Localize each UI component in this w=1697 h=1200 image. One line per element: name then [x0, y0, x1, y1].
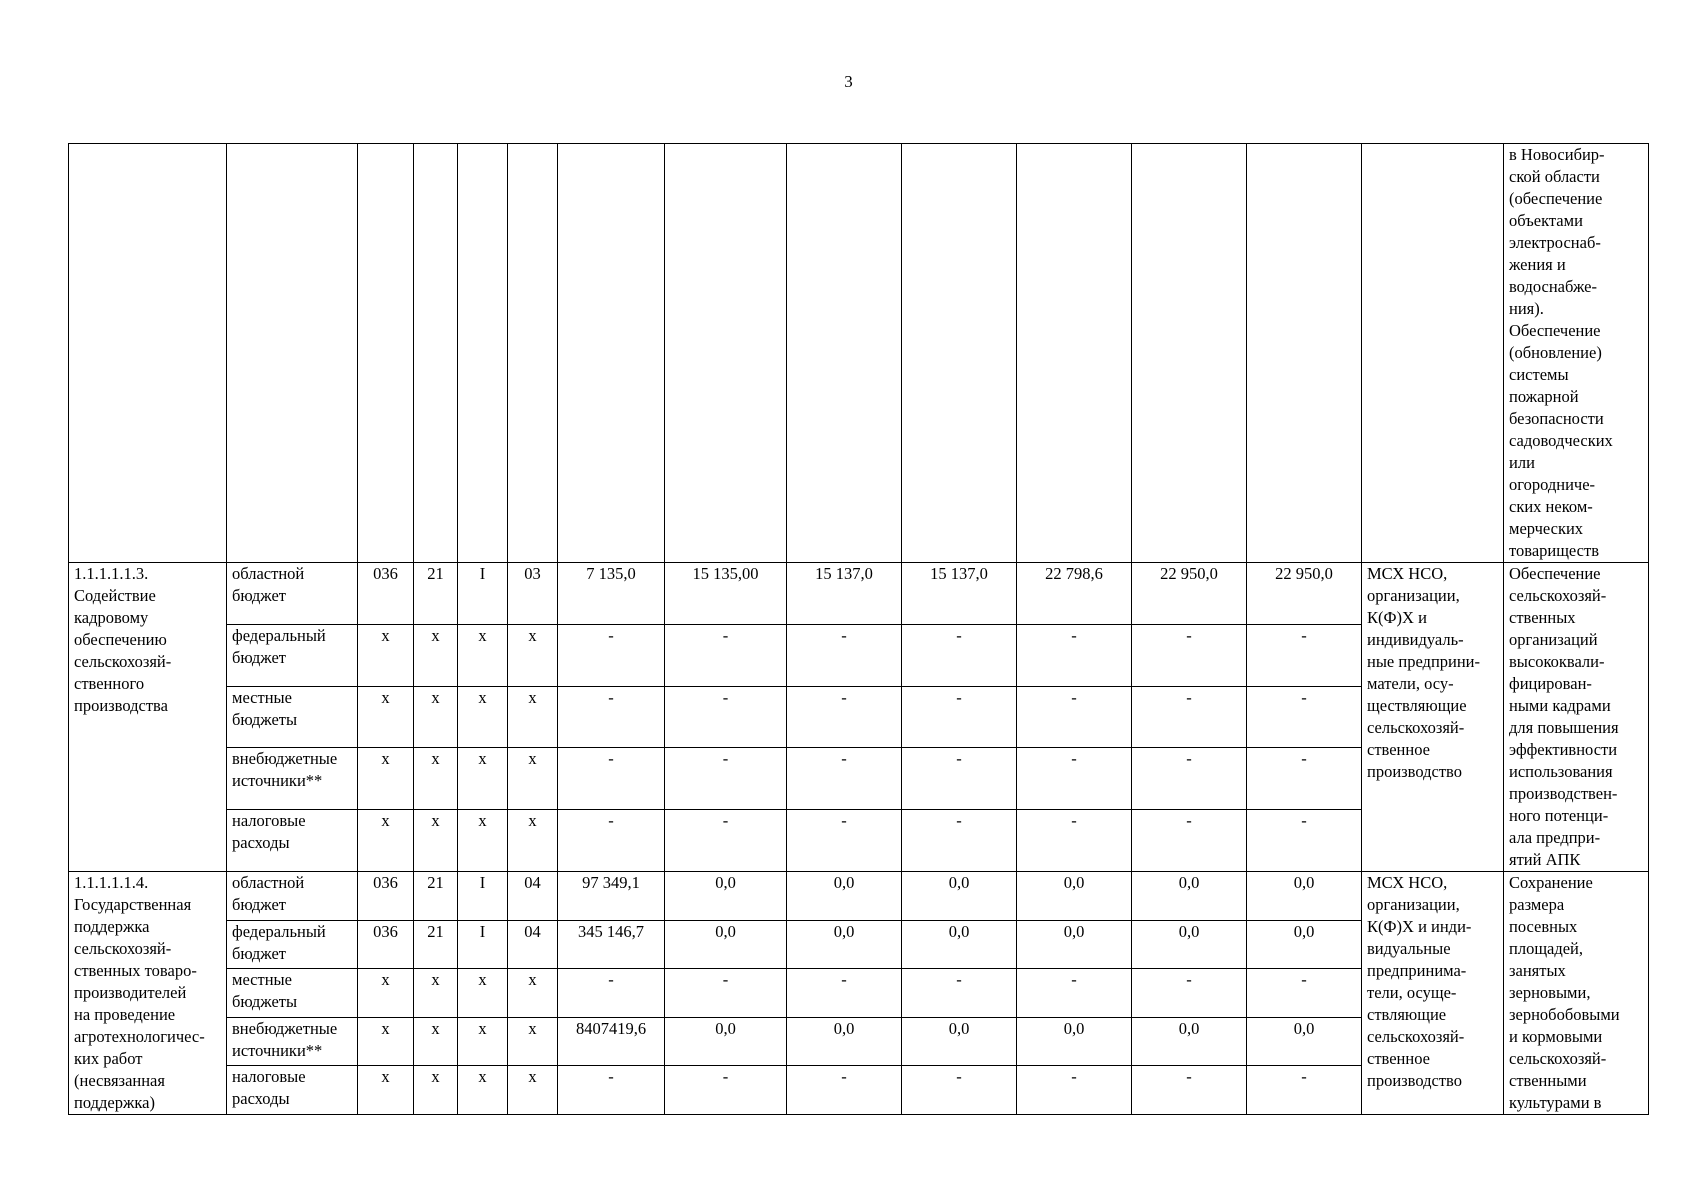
amount-cell: - — [787, 1066, 902, 1115]
empty-cell — [508, 144, 558, 563]
empty-cell — [1132, 144, 1247, 563]
amount-cell: 0,0 — [1247, 920, 1362, 969]
amount-cell: 0,0 — [665, 872, 787, 921]
amount-cell: - — [558, 969, 665, 1018]
amount-cell: 0,0 — [787, 920, 902, 969]
funding-source-cell: областной бюджет — [227, 872, 358, 921]
amount-cell: - — [665, 686, 787, 748]
funding-source-cell: налоговые расходы — [227, 1066, 358, 1115]
amount-cell: - — [787, 810, 902, 872]
amount-cell: - — [665, 969, 787, 1018]
amount-cell: 7 135,0 — [558, 563, 665, 625]
amount-cell: 15 135,00 — [665, 563, 787, 625]
classification-code-cell: х — [414, 748, 458, 810]
amount-cell: 0,0 — [902, 872, 1017, 921]
table-body — [69, 144, 1649, 1115]
classification-code-cell: х — [358, 624, 414, 686]
executor-cell: МСХ НСО, организации, К(Ф)Х и инди- видуальные предпринима- тели, осуще- ствляющие сельскохозяй- ственное производство — [1362, 872, 1504, 1115]
empty-cell — [227, 144, 358, 563]
classification-code-cell: х — [458, 1017, 508, 1066]
executor-cell: МСХ НСО, организации, К(Ф)Х и индивидуаль- ные предприни- матели, осу- ществляющие сельскохозяй- ственное производство — [1362, 563, 1504, 872]
funding-source-cell: налоговые расходы — [227, 810, 358, 872]
amount-cell: - — [1017, 624, 1132, 686]
program-measures-table — [68, 143, 1649, 1115]
empty-cell — [665, 144, 787, 563]
amount-cell: 15 137,0 — [787, 563, 902, 625]
amount-cell: - — [902, 686, 1017, 748]
amount-cell: - — [1132, 810, 1247, 872]
empty-cell — [414, 144, 458, 563]
amount-cell: - — [787, 969, 902, 1018]
funding-source-cell: местные бюджеты — [227, 969, 358, 1018]
expected-result-cell: в Новосибир- ской области (обеспечение объектами электроснаб- жения и водоснабже- ния). Обеспечение (обновление) системы пожарной безопасности садоводческих или огородниче- ских неком- мерческих товариществ — [1504, 144, 1649, 563]
amount-cell: - — [558, 810, 665, 872]
page-number: 3 — [844, 72, 853, 91]
amount-cell: - — [902, 969, 1017, 1018]
amount-cell: 22 950,0 — [1132, 563, 1247, 625]
classification-code-cell: 036 — [358, 920, 414, 969]
amount-cell: 22 950,0 — [1247, 563, 1362, 625]
classification-code-cell: х — [458, 969, 508, 1018]
amount-cell: - — [1017, 686, 1132, 748]
amount-cell: 0,0 — [665, 1017, 787, 1066]
classification-code-cell: х — [508, 686, 558, 748]
classification-code-cell: х — [508, 1017, 558, 1066]
amount-cell: - — [1247, 810, 1362, 872]
amount-cell: - — [1017, 1066, 1132, 1115]
classification-code-cell: х — [414, 1017, 458, 1066]
amount-cell: 0,0 — [1132, 920, 1247, 969]
classification-code-cell: х — [358, 810, 414, 872]
amount-cell: - — [1247, 969, 1362, 1018]
expected-result-cell: Сохранение размера посевных площадей, занятых зерновыми, зернобобовыми и кормовыми сельскохозяй- ственными культурами в — [1504, 872, 1649, 1115]
classification-code-cell: 036 — [358, 872, 414, 921]
amount-cell: 0,0 — [1017, 920, 1132, 969]
classification-code-cell: х — [358, 748, 414, 810]
empty-cell — [1362, 144, 1504, 563]
amount-cell: - — [558, 624, 665, 686]
classification-code-cell: х — [458, 748, 508, 810]
amount-cell: - — [665, 624, 787, 686]
amount-cell: - — [665, 810, 787, 872]
classification-code-cell: х — [458, 810, 508, 872]
amount-cell: - — [665, 748, 787, 810]
amount-cell: - — [558, 686, 665, 748]
classification-code-cell: х — [458, 686, 508, 748]
amount-cell: - — [558, 748, 665, 810]
classification-code-cell: х — [358, 1017, 414, 1066]
amount-cell: 0,0 — [902, 1017, 1017, 1066]
classification-code-cell: х — [414, 1066, 458, 1115]
amount-cell: - — [902, 1066, 1017, 1115]
amount-cell: 0,0 — [1132, 1017, 1247, 1066]
amount-cell: - — [1247, 748, 1362, 810]
empty-cell — [902, 144, 1017, 563]
amount-cell: - — [1132, 969, 1247, 1018]
amount-cell: - — [1017, 969, 1132, 1018]
amount-cell: - — [902, 810, 1017, 872]
classification-code-cell: 03 — [508, 563, 558, 625]
amount-cell: 22 798,6 — [1017, 563, 1132, 625]
classification-code-cell: х — [358, 969, 414, 1018]
amount-cell: - — [1132, 1066, 1247, 1115]
empty-cell — [787, 144, 902, 563]
amount-cell: 345 146,7 — [558, 920, 665, 969]
amount-cell: 15 137,0 — [902, 563, 1017, 625]
funding-source-cell: областной бюджет — [227, 563, 358, 625]
amount-cell: 0,0 — [1017, 1017, 1132, 1066]
classification-code-cell: I — [458, 872, 508, 921]
amount-cell: 0,0 — [902, 920, 1017, 969]
amount-cell: - — [1247, 686, 1362, 748]
amount-cell: - — [787, 748, 902, 810]
classification-code-cell: х — [414, 686, 458, 748]
classification-code-cell: I — [458, 563, 508, 625]
empty-cell — [558, 144, 665, 563]
classification-code-cell: х — [508, 748, 558, 810]
classification-code-cell: х — [508, 624, 558, 686]
amount-cell: 0,0 — [787, 1017, 902, 1066]
classification-code-cell: х — [414, 969, 458, 1018]
amount-cell: 0,0 — [1017, 872, 1132, 921]
classification-code-cell: х — [508, 1066, 558, 1115]
classification-code-cell: х — [508, 969, 558, 1018]
classification-code-cell: 21 — [414, 872, 458, 921]
classification-code-cell: х — [414, 810, 458, 872]
classification-code-cell: х — [358, 1066, 414, 1115]
amount-cell: - — [902, 748, 1017, 810]
amount-cell: - — [787, 624, 902, 686]
amount-cell: - — [558, 1066, 665, 1115]
empty-cell — [1017, 144, 1132, 563]
classification-code-cell: х — [508, 810, 558, 872]
classification-code-cell: I — [458, 920, 508, 969]
funding-source-cell: внебюджетные источники** — [227, 1017, 358, 1066]
amount-cell: 0,0 — [1132, 872, 1247, 921]
classification-code-cell: 04 — [508, 872, 558, 921]
classification-code-cell: 036 — [358, 563, 414, 625]
amount-cell: - — [787, 686, 902, 748]
classification-code-cell: х — [414, 624, 458, 686]
measure-name-cell: 1.1.1.1.1.4. Государственная поддержка сельскохозяй- ственных товаро- производителей на проведение агротехнологичес- ких работ (несвязанная поддержка) — [69, 872, 227, 1115]
classification-code-cell: 21 — [414, 563, 458, 625]
amount-cell: 97 349,1 — [558, 872, 665, 921]
table-row — [69, 872, 1649, 921]
classification-code-cell: х — [458, 624, 508, 686]
amount-cell: - — [902, 624, 1017, 686]
classification-code-cell: х — [458, 1066, 508, 1115]
amount-cell: 0,0 — [665, 920, 787, 969]
amount-cell: - — [1132, 748, 1247, 810]
amount-cell: 0,0 — [1247, 1017, 1362, 1066]
amount-cell: 0,0 — [1247, 872, 1362, 921]
measure-name-cell: 1.1.1.1.1.3. Содействие кадровому обеспечению сельскохозяй- ственного производства — [69, 563, 227, 872]
amount-cell: - — [665, 1066, 787, 1115]
amount-cell: 8407419,6 — [558, 1017, 665, 1066]
amount-cell: - — [1247, 1066, 1362, 1115]
classification-code-cell: х — [358, 686, 414, 748]
empty-cell — [458, 144, 508, 563]
amount-cell: - — [1247, 624, 1362, 686]
empty-cell — [1247, 144, 1362, 563]
empty-cell — [358, 144, 414, 563]
funding-source-cell: федеральный бюджет — [227, 920, 358, 969]
amount-cell: - — [1017, 810, 1132, 872]
expected-result-cell: Обеспечение сельскохозяй- ственных организаций высококвали- фицирован- ными кадрами для повышения эффективности использования производствен- ного потенци- ала предпри- ятий АПК — [1504, 563, 1649, 872]
empty-cell — [69, 144, 227, 563]
table-row — [69, 563, 1649, 625]
continuation-row — [69, 144, 1649, 563]
funding-source-cell: местные бюджеты — [227, 686, 358, 748]
funding-source-cell: внебюджетные источники** — [227, 748, 358, 810]
amount-cell: - — [1132, 686, 1247, 748]
funding-source-cell: федеральный бюджет — [227, 624, 358, 686]
amount-cell: - — [1132, 624, 1247, 686]
amount-cell: 0,0 — [787, 872, 902, 921]
classification-code-cell: 21 — [414, 920, 458, 969]
classification-code-cell: 04 — [508, 920, 558, 969]
amount-cell: - — [1017, 748, 1132, 810]
